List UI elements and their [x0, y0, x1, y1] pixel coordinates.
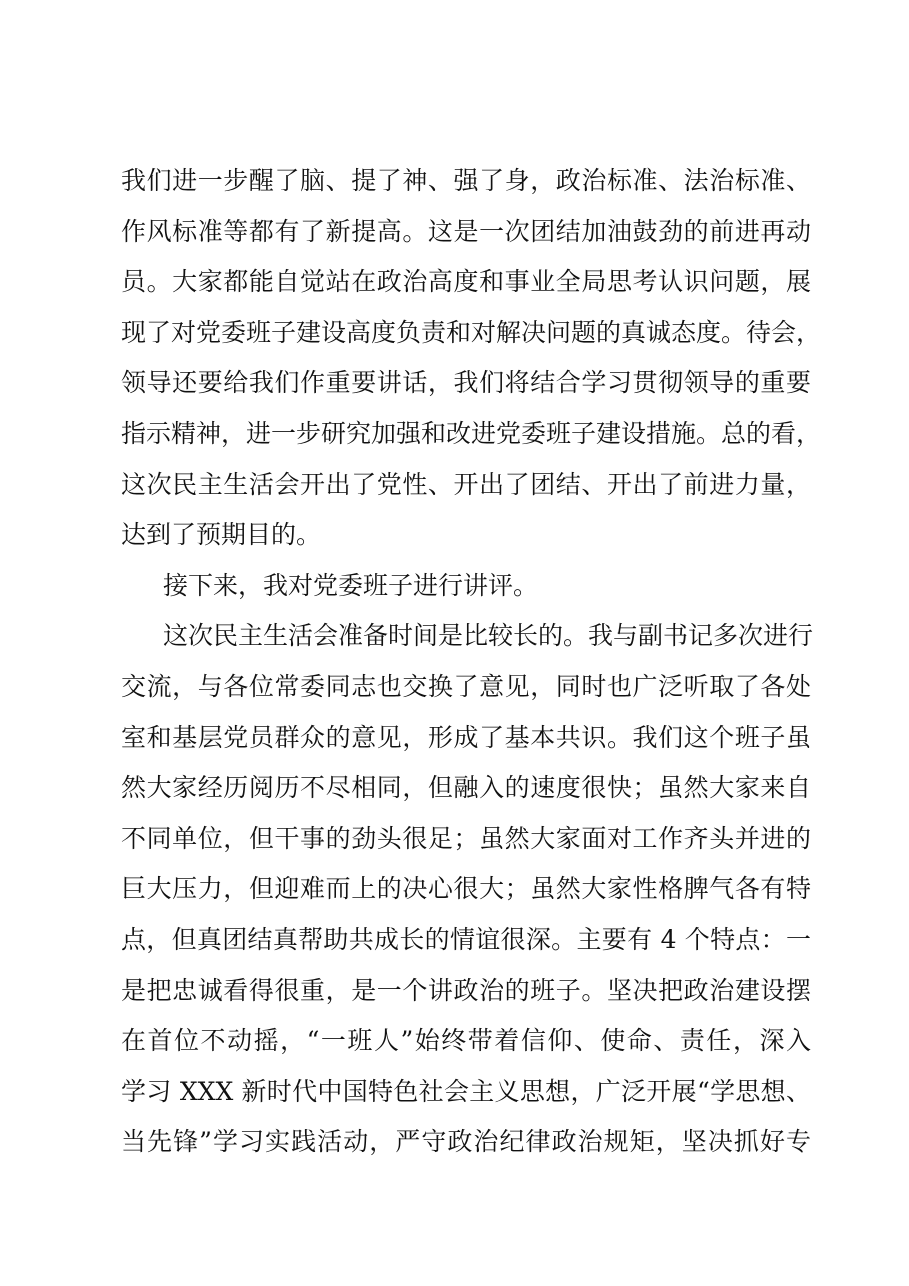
text-line: 达到了预期目的。: [121, 520, 322, 550]
paragraph-start-line: 这次民主生活会准备时间是比较长的。我与副书记多次进行: [163, 621, 814, 651]
text-line: 然大家经历阅历不尽相同，但融入的速度很快；虽然大家来自: [121, 773, 811, 803]
text-line: 不同单位，但干事的劲头很足；虽然大家面对工作齐头并进的: [121, 823, 811, 853]
text-line: 室和基层党员群众的意见，形成了基本共识。我们这个班子虽: [121, 722, 811, 752]
text-line: 学习 XXX 新时代中国特色社会主义思想，广泛开展“学思想、: [121, 1076, 811, 1106]
text-line: 是把忠诚看得很重，是一个讲政治的班子。坚决把政治建设摆: [121, 975, 811, 1005]
text-line: 我们进一步醒了脑、提了神、强了身，政治标准、法治标准、: [121, 166, 811, 195]
text-line: 现了对党委班子建设高度负责和对解决问题的真诚态度。待会，: [121, 317, 822, 347]
text-line: 领导还要给我们作重要讲话，我们将结合学习贯彻领导的重要: [121, 368, 811, 398]
text-line: 在首位不动摇，“一班人”始终带着信仰、使命、责任，深入: [121, 1026, 811, 1056]
text-line: 交流，与各位常委同志也交换了意见，同时也广泛听取了各处: [121, 671, 811, 701]
text-line: 点，但真团结真帮助共成长的情谊很深。主要有 4 个特点：一: [121, 924, 811, 954]
text-line: 员。大家都能自觉站在政治高度和事业全局思考认识问题，展: [121, 267, 811, 297]
text-line: 这次民主生活会开出了党性、开出了团结、开出了前进力量，: [121, 469, 811, 499]
paragraph-start-line: 接下来，我对党委班子进行讲评。: [163, 570, 539, 600]
text-line: 作风标准等都有了新提高。这是一次团结加油鼓劲的前进再动: [121, 216, 811, 246]
text-line: 巨大压力，但迎难而上的决心很大；虽然大家性格脾气各有特: [121, 874, 811, 904]
text-line: 当先锋”学习实践活动，严守政治纪律政治规矩，坚决抓好专: [121, 1127, 811, 1157]
body-text: [121, 156, 822, 1168]
text-line: 指示精神，进一步研究加强和改进党委班子建设措施。总的看，: [121, 418, 822, 448]
